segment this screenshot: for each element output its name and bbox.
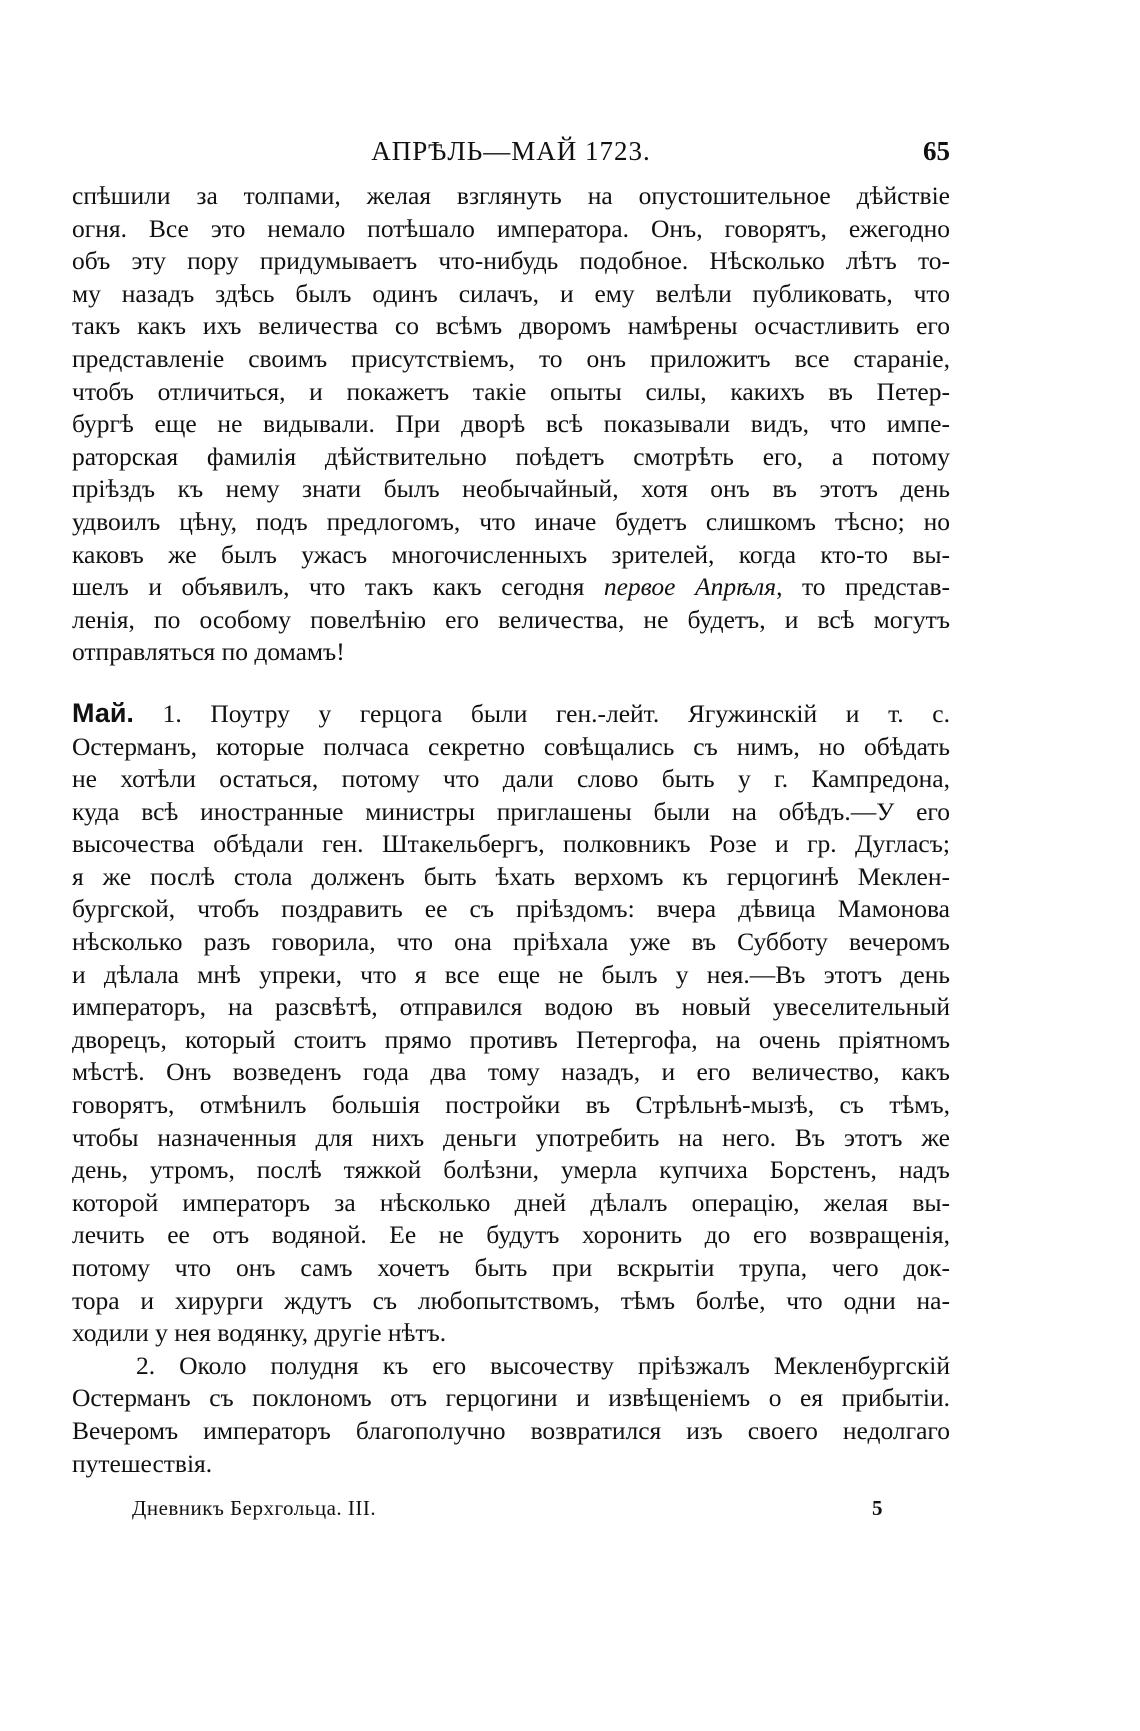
running-head: [72, 132, 950, 172]
text-line: куда всѣ иностранные министры приглашены были на обѣдъ.—У его: [72, 796, 950, 826]
text-line: бургской, чтобъ поздравить ее съ пріѣздомъ: вчера дѣвица Мамонова: [72, 894, 950, 924]
text-line: тора и хирурги ждутъ съ любопытствомъ, тѣмъ болѣе, что одни на-: [72, 1285, 950, 1315]
text-line: не хотѣли остаться, потому что дали слово быть у г. Кампредона,: [72, 764, 950, 794]
text-segment: шелъ и объявилъ, что такъ какъ сегодня: [72, 572, 604, 602]
text-line: императоръ, на разсвѣтѣ, отправился водою въ новый увеселительный: [72, 992, 950, 1022]
text-line: удвоилъ цѣну, подъ предлогомъ, что иначе будетъ слишкомъ тѣсно; но: [72, 506, 950, 536]
text-line: я же послѣ стола долженъ быть ѣхать верхомъ къ герцогинѣ Меклен-: [72, 861, 950, 891]
text-line: объ эту пору придумываетъ что-нибудь подобное. Нѣсколько лѣтъ то-: [72, 246, 950, 276]
text-line: день, утромъ, послѣ тяжкой болѣзни, умерла купчиха Борстенъ, надъ: [72, 1155, 950, 1185]
text-line: Вечеромъ императоръ благополучно возвратился изъ своего недолгаго: [72, 1415, 950, 1445]
text-line: 2. Около полудня къ его высочеству пріѣзжалъ Мекленбургскій: [136, 1350, 950, 1380]
text-line: путешествія.: [72, 1448, 213, 1478]
text-line: отправляться по домамъ!: [72, 637, 345, 667]
text-line: такъ какъ ихъ величества со всѣмъ дворомъ намѣрены осчастливить его: [72, 311, 950, 341]
text-line: спѣшили за толпами, желая взглянуть на опустошительное дѣйствіе: [72, 181, 950, 210]
paragraph-may-1: [72, 697, 950, 1350]
text-segment: 1. Поутру у герцога были ген.-лейт. Ягужинскій и т. с.: [133, 698, 950, 728]
text-line: ходили у нея водянку, другіе нѣтъ.: [72, 1318, 447, 1348]
text-line-with-italic: [72, 571, 950, 604]
text-line: каковъ же былъ ужасъ многочисленныхъ зрителей, когда кто-то вы-: [72, 539, 950, 569]
month-heading: Май.: [72, 697, 134, 728]
page-number: 65: [923, 136, 950, 166]
text-line: пріѣздъ къ нему знати былъ необычайный, хотя онъ въ этотъ день: [72, 474, 950, 504]
text-line: лечить ее отъ водяной. Ее не будутъ хоронить до его возвращенія,: [72, 1220, 950, 1250]
text-line: чтобы назначенныя для нихъ деньги употребить на него. Въ этотъ же: [72, 1122, 950, 1152]
text-line: и дѣлала мнѣ упреки, что я все еще не былъ у нея.—Въ этотъ день: [72, 959, 950, 989]
page-footer: [72, 1494, 950, 1524]
text-line: му назадъ здѣсь былъ одинъ силачъ, и ему велѣли публиковать, что: [72, 278, 950, 308]
text-segment: , то представ-: [776, 572, 950, 602]
text-line: бургѣ еще не видывали. При дворѣ всѣ показывали видъ, что импе-: [72, 409, 950, 439]
text-line: чтобъ отличиться, и покажетъ такіе опыты силы, какихъ въ Петер-: [72, 376, 950, 406]
paragraph-may-2: [72, 1350, 950, 1480]
text-line: потому что онъ самъ хочетъ быть при вскрытіи трупа, чего док-: [72, 1253, 950, 1282]
sheet-mark: 5: [872, 1496, 883, 1521]
text-line: огня. Все это немало потѣшало императора. Онъ, говорятъ, ежегодно: [72, 213, 950, 243]
text-line: говорятъ, отмѣнилъ большія постройки въ Стрѣльнѣ-мызѣ, съ тѣмъ,: [72, 1090, 950, 1120]
text-line: ленія, по особому повелѣнію его величества, не будетъ, и всѣ могутъ: [72, 604, 950, 634]
text-line: нѣсколько разъ говорила, что она пріѣхала уже въ Субботу вечеромъ: [72, 927, 950, 957]
paragraph-april-fools: [72, 180, 950, 669]
text-line: которой императоръ за нѣсколько дней дѣлалъ операцію, желая вы-: [72, 1187, 950, 1217]
text-line: Остерманъ съ поклономъ отъ герцогини и извѣщеніемъ о ея прибытіи.: [72, 1383, 950, 1413]
text-line-with-lead: [72, 697, 950, 731]
text-line: представленіе своимъ присутствіемъ, то онъ приложитъ все стараніе,: [72, 343, 950, 373]
text-line: раторская фамилія дѣйствительно поѣдетъ смотрѣть его, а потому: [72, 441, 950, 471]
text-line: высочества обѣдали ген. Штакельбергъ, полковникъ Розе и гр. Дугласъ;: [72, 829, 950, 859]
italic-phrase: первое Апрѣля: [603, 572, 777, 602]
text-line: мѣстѣ. Онъ возведенъ года два тому назадъ, и его величество, какъ: [72, 1057, 950, 1087]
running-title: АПРѢЛЬ—МАЙ 1723.: [371, 136, 651, 166]
text-line: дворецъ, который стоитъ прямо противъ Петергофа, на очень пріятномъ: [72, 1024, 950, 1054]
text-line: Остерманъ, которые полчаса секретно совѣщались съ нимъ, но обѣдать: [72, 731, 950, 761]
page-content: [72, 132, 950, 1524]
signature-line: Дневникъ Берхгольца. III.: [132, 1496, 377, 1521]
